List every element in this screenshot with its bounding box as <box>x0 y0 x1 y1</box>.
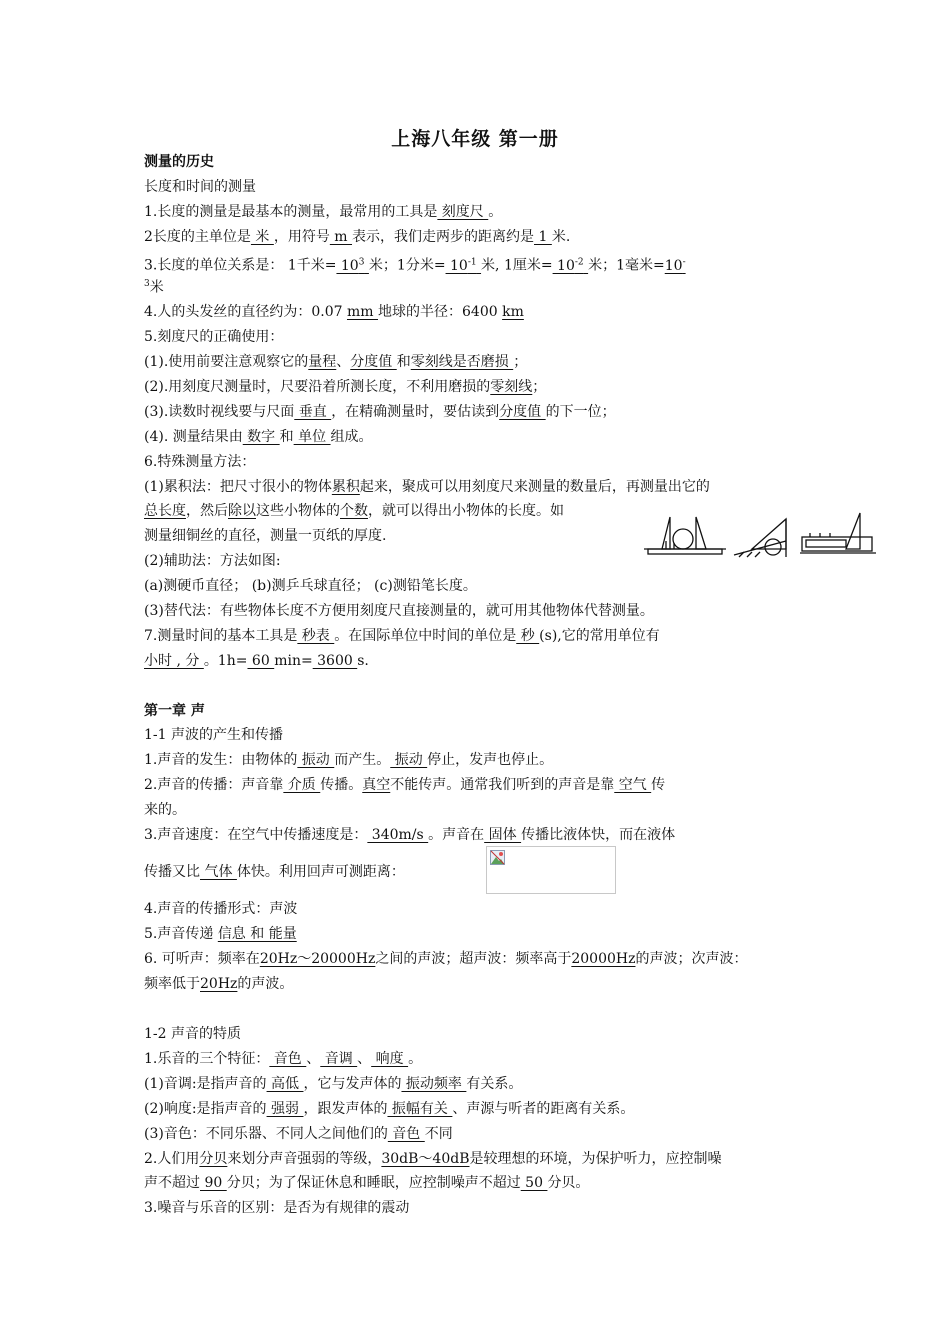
text-line: (1)音调:是指声音的 高低 ，它与发声体的 振动频率 有关系。 <box>144 1076 523 1092</box>
text-line: (3)音色：不同乐器、不同人之间他们的 音色 不同 <box>144 1126 453 1142</box>
text-line: 传播又比 气体 体快。利用回声可测距离： <box>144 864 405 880</box>
text-line: 7.测量时间的基本工具是 秒表 。在国际单位中时间的单位是 秒 (s),它的常用单位有 <box>144 628 660 644</box>
text-line: (4). 测量结果由 数字 和 单位 组成。 <box>144 429 373 445</box>
text-line: 1.乐音的三个特征： 音色 、 音调 、 响度 。 <box>144 1051 423 1067</box>
text-line: 声不超过 90 分贝；为了保证休息和睡眠，应控制噪声不超过 50 分贝。 <box>144 1175 590 1191</box>
subheading: 长度和时间的测量 <box>144 179 256 195</box>
text-line: 5.声音传递 信息 和 能量 <box>144 926 297 942</box>
section-heading-chapter1: 第一章 声 <box>144 703 205 719</box>
text-line: 1.长度的测量是最基本的测量，最常用的工具是 刻度尺 。 <box>144 204 503 220</box>
text-line: 2.人们用分贝来划分声音强弱的等级，30dB～40dB是较理想的环境，为保护听力，应控制噪 <box>144 1151 722 1167</box>
text-line: 6.特殊测量方法： <box>144 454 256 470</box>
subheading: 1-2 声音的特质 <box>144 1026 241 1042</box>
text-line: $^3$米 <box>144 279 164 296</box>
text-line: 5.刻度尺的正确使用： <box>144 329 284 345</box>
text-line: 总长度，然后除以这些小物体的个数，就可以得出小物体的长度。如 <box>144 503 564 519</box>
text-line: (3).读数时视线要与尺面 垂直 ，在精确测量时，要估读到分度值 的下一位； <box>144 404 616 420</box>
text-line: (2)辅助法：方法如图: <box>144 553 281 569</box>
subheading: 1-1 声波的产生和传播 <box>144 727 283 743</box>
text-line: 测量细铜丝的直径，测量一页纸的厚度. <box>144 528 387 544</box>
text-line: 2长度的主单位是 米 ，用符号 m 表示，我们走两步的距离约是 1 米. <box>144 229 571 245</box>
broken-image-icon <box>490 850 505 865</box>
text-line: 2.声音的传播：声音靠 介质 传播。真空不能传声。通常我们听到的声音是靠 空气 传 <box>144 777 666 793</box>
text-line: (a)测硬币直径； (b)测乒乓球直径； (c)测铅笔长度。 <box>144 578 477 594</box>
text-line: 4.声音的传播形式：声波 <box>144 901 298 917</box>
missing-image-placeholder <box>486 846 616 894</box>
section-heading-history: 测量的历史 <box>144 154 214 170</box>
text-line: (3)替代法：有些物体长度不方便用刻度尺直接测量的，就可用其他物体代替测量。 <box>144 603 654 619</box>
text-line: (1)累积法：把尺寸很小的物体累积起来，聚成可以用刻度尺来测量的数量后，再测量出它的 <box>144 479 710 495</box>
page-title: 上海八年级 第一册 <box>391 128 559 150</box>
text-line: 来的。 <box>144 802 186 818</box>
text-line: (1).使用前要注意观察它的量程、分度值 和零刻线是否磨损 ； <box>144 354 528 370</box>
text-line: 1.声音的发生：由物体的 振动 而产生。 振动 停止，发声也停止。 <box>144 752 554 768</box>
text-line: 3.声音速度：在空气中传播速度是： 340m/s 。声音在 固体 传播比液体快，而在液体 <box>144 827 676 843</box>
measuring-tools-figure <box>640 509 880 559</box>
text-line: 3.噪音与乐音的区别：是否为有规律的震动 <box>144 1200 410 1216</box>
text-line: 频率低于20Hz的声波。 <box>144 976 294 992</box>
text-line: 6. 可听声：频率在20Hz～20000Hz之间的声波；超声波：频率高于20000Hz的声波；次声波： <box>144 951 748 967</box>
text-line: 3.长度的单位关系是： 1千米= $10^3$ 米；1分米= $10^{-1}$ 米, 1厘米= $10^{-2}$ 米；1毫米=10- <box>144 257 686 274</box>
text-line: (2).用刻度尺测量时，尺要沿着所测长度，不利用磨损的零刻线； <box>144 379 547 395</box>
text-line: 4.人的头发丝的直径约为：0.07 mm 地球的半径：6400 km <box>144 304 524 320</box>
text-line: 小时 , 分 。1h= 60 min= 3600 s. <box>144 653 369 669</box>
text-line: (2)响度:是指声音的 强弱 ，跟发声体的 振幅有关 、声源与听者的距离有关系。 <box>144 1101 635 1117</box>
